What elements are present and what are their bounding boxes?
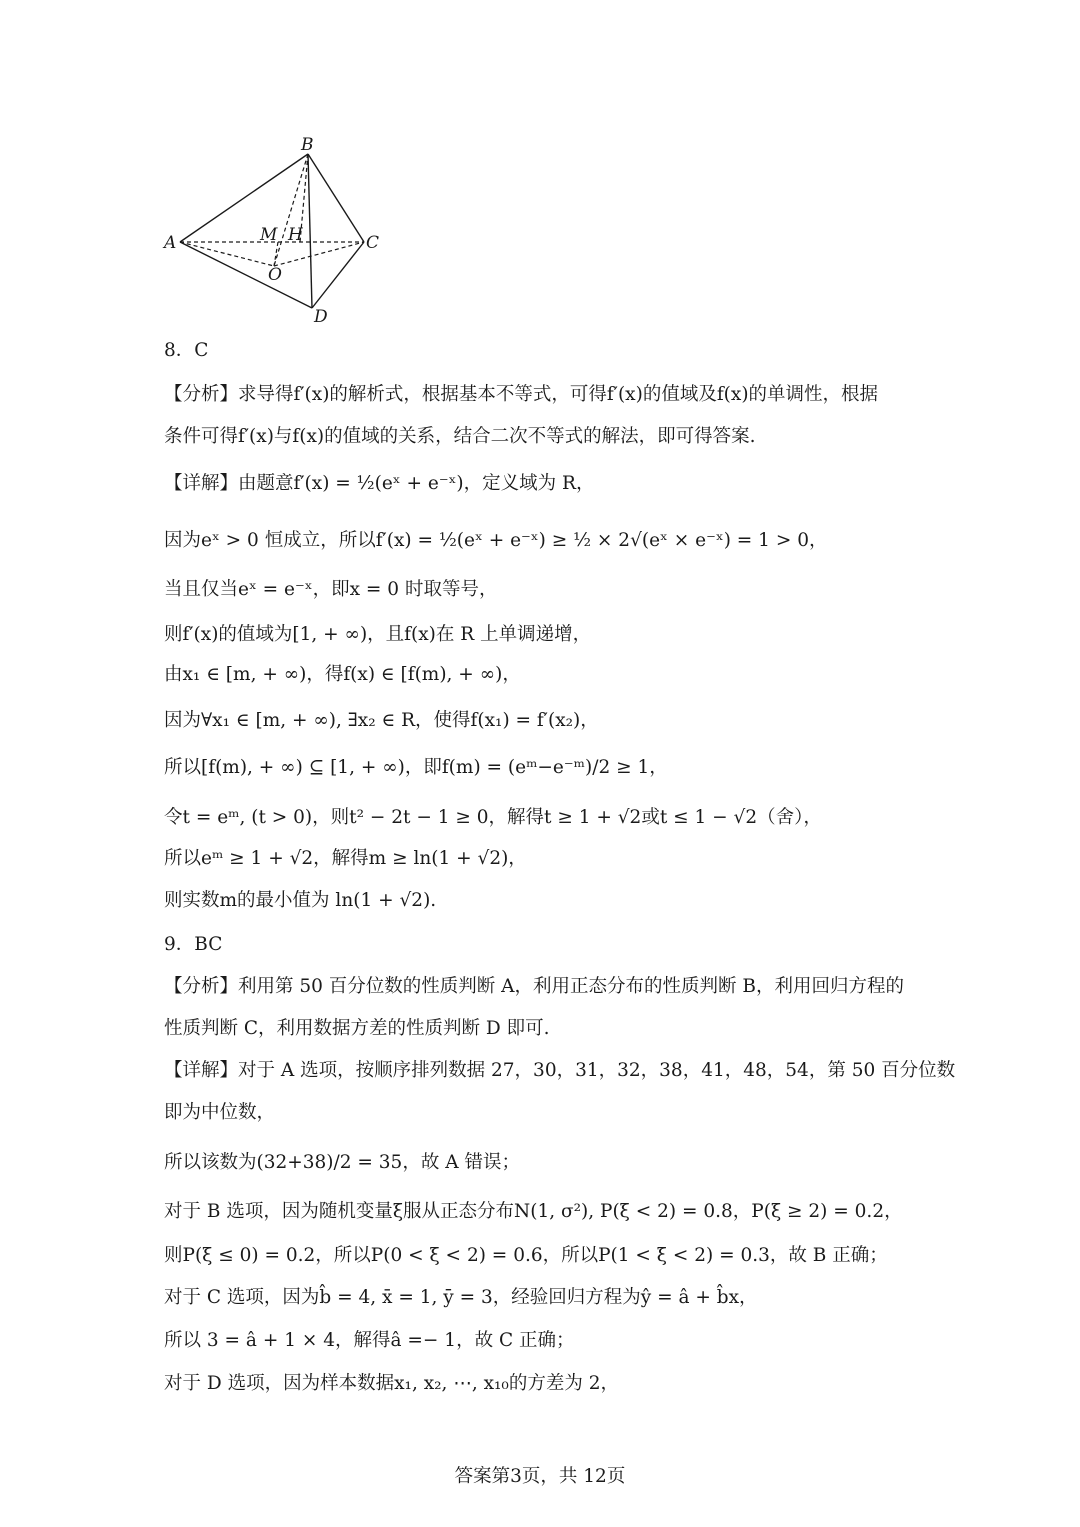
answer-9-detail-4: 对于 B 选项，因为随机变量ξ服从正态分布N(1, σ²), P(ξ < 2) = 0.8，P(ξ ≥ 2) = 0.2， bbox=[164, 1201, 903, 1222]
answer-9-heading: 9．BC bbox=[164, 934, 223, 955]
answer-8-detail-4: 则f′(x)的值域为[1, + ∞)，且f(x)在 R 上单调递增， bbox=[164, 624, 592, 645]
label-b: B bbox=[301, 135, 314, 155]
label-h: H bbox=[288, 225, 303, 245]
answer-9-detail-6: 对于 C 选项，因为b̂ = 4, x̄ = 1, ȳ = 3，经验回归方程为ŷ = â + b̂x， bbox=[164, 1287, 758, 1308]
label-m: M bbox=[260, 225, 278, 245]
answer-8-detail-9: 所以eᵐ ≥ 1 + √2，解得m ≥ ln(1 + √2)， bbox=[164, 848, 527, 869]
label-a: A bbox=[164, 233, 177, 253]
edge-ad bbox=[180, 242, 312, 308]
edge-cd bbox=[312, 242, 364, 308]
answer-8-analysis-1: 【分析】求导得f′(x)的解析式，根据基本不等式，可得f′(x)的值域及f(x)的单调性，根据 bbox=[164, 384, 879, 405]
answer-8-analysis-2: 条件可得f′(x)与f(x)的值域的关系，结合二次不等式的解法，即可得答案. bbox=[164, 426, 756, 447]
label-o: O bbox=[268, 265, 282, 285]
answer-9-detail-3: 所以该数为(32+38)/2 = 35，故 A 错误； bbox=[164, 1152, 520, 1173]
answer-9-analysis-1: 【分析】利用第 50 百分位数的性质判断 A，利用正态分布的性质判断 B，利用回归方程的 bbox=[164, 976, 905, 997]
answer-8-detail-2: 因为eˣ > 0 恒成立，所以f′(x) = ½(eˣ + e⁻ˣ) ≥ ½ × 2√(eˣ × e⁻ˣ) = 1 > 0， bbox=[164, 530, 828, 551]
answer-8-detail-5: 由x₁ ∈ [m, + ∞)，得f(x) ∈ [f(m), + ∞)， bbox=[164, 664, 521, 685]
answer-9-detail-1: 【详解】对于 A 选项，按顺序排列数据 27，30，31，32，38，41，48，54，第 50 百分位数 bbox=[164, 1060, 956, 1081]
answer-8-detail-7: 所以[f(m), + ∞) ⊆ [1, + ∞)，即f(m) = (eᵐ−e⁻ᵐ)/2 ≥ 1， bbox=[164, 757, 668, 778]
answer-9-detail-5: 则P(ξ ≤ 0) = 0.2，所以P(0 < ξ < 2) = 0.6，所以P(1 < ξ < 2) = 0.3，故 B 正确； bbox=[164, 1245, 888, 1266]
tetrahedron-figure bbox=[160, 130, 400, 330]
answer-8-detail-1: 【详解】由题意f′(x) = ½(eˣ + e⁻ˣ)，定义域为 R， bbox=[164, 473, 595, 494]
label-d: D bbox=[314, 307, 328, 327]
answer-9-detail-2: 即为中位数， bbox=[164, 1102, 276, 1123]
answer-9-detail-8: 对于 D 选项，因为样本数据x₁, x₂, ⋯, x₁₀的方差为 2， bbox=[164, 1373, 619, 1394]
answer-9-detail-7: 所以 3 = â + 1 × 4，解得â =− 1，故 C 正确； bbox=[164, 1330, 575, 1351]
answer-8-detail-10: 则实数m的最小值为 ln(1 + √2). bbox=[164, 890, 437, 911]
answer-8-detail-8: 令t = eᵐ, (t > 0)，则t² − 2t − 1 ≥ 0，解得t ≥ 1 + √2或t ≤ 1 − √2（舍）， bbox=[164, 807, 822, 828]
segment-oc-dashed bbox=[274, 242, 364, 266]
answer-9-analysis-2: 性质判断 C，利用数据方差的性质判断 D 即可. bbox=[164, 1018, 550, 1039]
segment-ao-dashed bbox=[180, 242, 274, 266]
edge-bc bbox=[308, 154, 364, 242]
answer-8-detail-6: 因为∀x₁ ∈ [m, + ∞), ∃x₂ ∈ R，使得f(x₁) = f′(x₂)， bbox=[164, 710, 599, 731]
answer-8-heading: 8．C bbox=[164, 340, 209, 361]
edge-bd bbox=[308, 154, 312, 308]
answer-8-detail-3: 当且仅当eˣ = e⁻ˣ，即x = 0 时取等号， bbox=[164, 579, 498, 600]
page-footer: 答案第3页，共 12页 bbox=[454, 1466, 626, 1487]
label-c: C bbox=[366, 233, 380, 253]
